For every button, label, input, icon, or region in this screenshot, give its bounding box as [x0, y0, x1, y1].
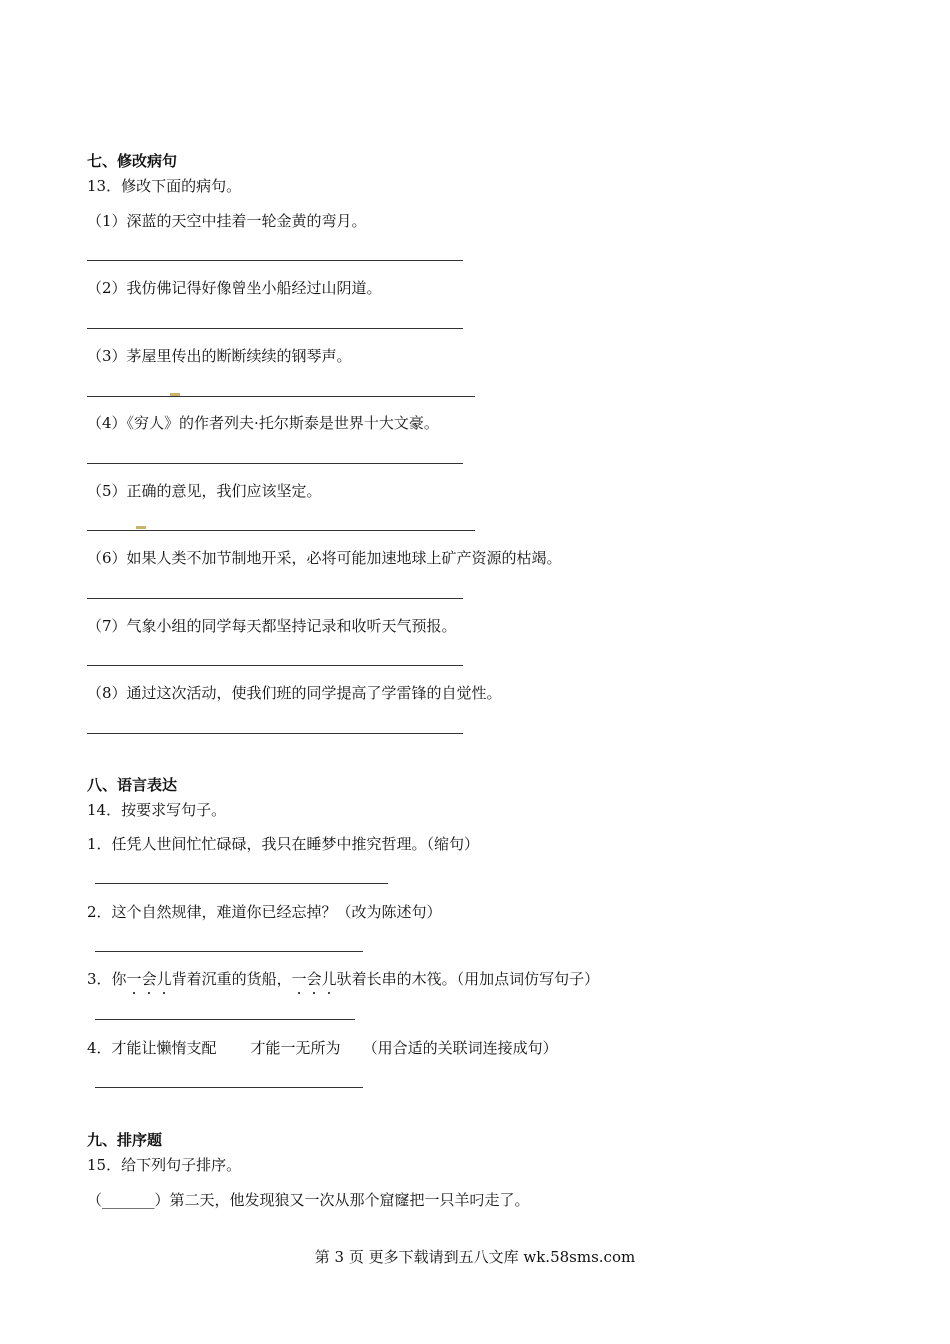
sentence-6: （6）如果人类不加节制地开采，必将可能加速地球上矿产资源的枯竭。 — [87, 549, 562, 567]
answer-line-task-2[interactable] — [95, 951, 363, 952]
section-7-title: 七、修改病句 — [87, 152, 178, 170]
question-15: 15．给下列句子排序。 — [87, 1156, 242, 1174]
answer-line-8[interactable] — [87, 733, 463, 734]
answer-line-4[interactable] — [87, 463, 463, 464]
answer-line-task-3[interactable] — [95, 1019, 355, 1020]
answer-line-6[interactable] — [87, 598, 463, 599]
task-4: 4．才能让懒惰支配 才能一无所为 （用合适的关联词连接成句） — [87, 1039, 558, 1057]
ordering-sentence-1: （_______）第二天，他发现狼又一次从那个窟窿把一只羊叼走了。 — [87, 1191, 530, 1209]
answer-line-2[interactable] — [87, 328, 463, 329]
task-3: 3．你一会儿背着沉重的货船，一会儿驮着长串的木筏。（用加点词仿写句子） — [87, 970, 600, 988]
answer-line-task-1[interactable] — [95, 883, 388, 884]
sentence-3: （3）茅屋里传出的断断续续的钢琴声。 — [87, 347, 352, 365]
page-footer: 第 3 页 更多下载请到五八文库 wk.58sms.com — [314, 1248, 636, 1266]
answer-line-5[interactable] — [87, 530, 475, 531]
sentence-7: （7）气象小组的同学每天都坚持记录和收听天气预报。 — [87, 617, 457, 635]
task-1: 1．任凭人世间忙忙碌碌，我只在睡梦中推究哲理。（缩句） — [87, 835, 480, 853]
answer-line-task-4[interactable] — [95, 1087, 363, 1088]
section-9-title: 九、排序题 — [87, 1131, 163, 1149]
sentence-1: （1）深蓝的天空中挂着一轮金黄的弯月。 — [87, 212, 367, 230]
scan-mark — [170, 393, 180, 396]
section-8-title: 八、语言表达 — [87, 776, 178, 794]
answer-line-1[interactable] — [87, 260, 463, 261]
question-13: 13．修改下面的病句。 — [87, 177, 242, 195]
task-2: 2．这个自然规律，难道你已经忘掉？（改为陈述句） — [87, 903, 442, 921]
sentence-2: （2）我仿佛记得好像曾坐小船经过山阴道。 — [87, 279, 382, 297]
answer-line-3[interactable] — [87, 396, 475, 397]
answer-line-7[interactable] — [87, 665, 463, 666]
sentence-5: （5）正确的意见，我们应该坚定。 — [87, 482, 322, 500]
dotted-word-2: 一会儿 — [291, 970, 337, 988]
dotted-word-1: 一会儿 — [126, 970, 172, 988]
sentence-8: （8）通过这次活动，使我们班的同学提高了学雷锋的自觉性。 — [87, 684, 502, 702]
question-14: 14．按要求写句子。 — [87, 801, 227, 819]
scan-mark — [136, 526, 146, 529]
sentence-4: （4）《穷人》的作者列夫·托尔斯泰是世界十大文豪。 — [87, 414, 439, 432]
